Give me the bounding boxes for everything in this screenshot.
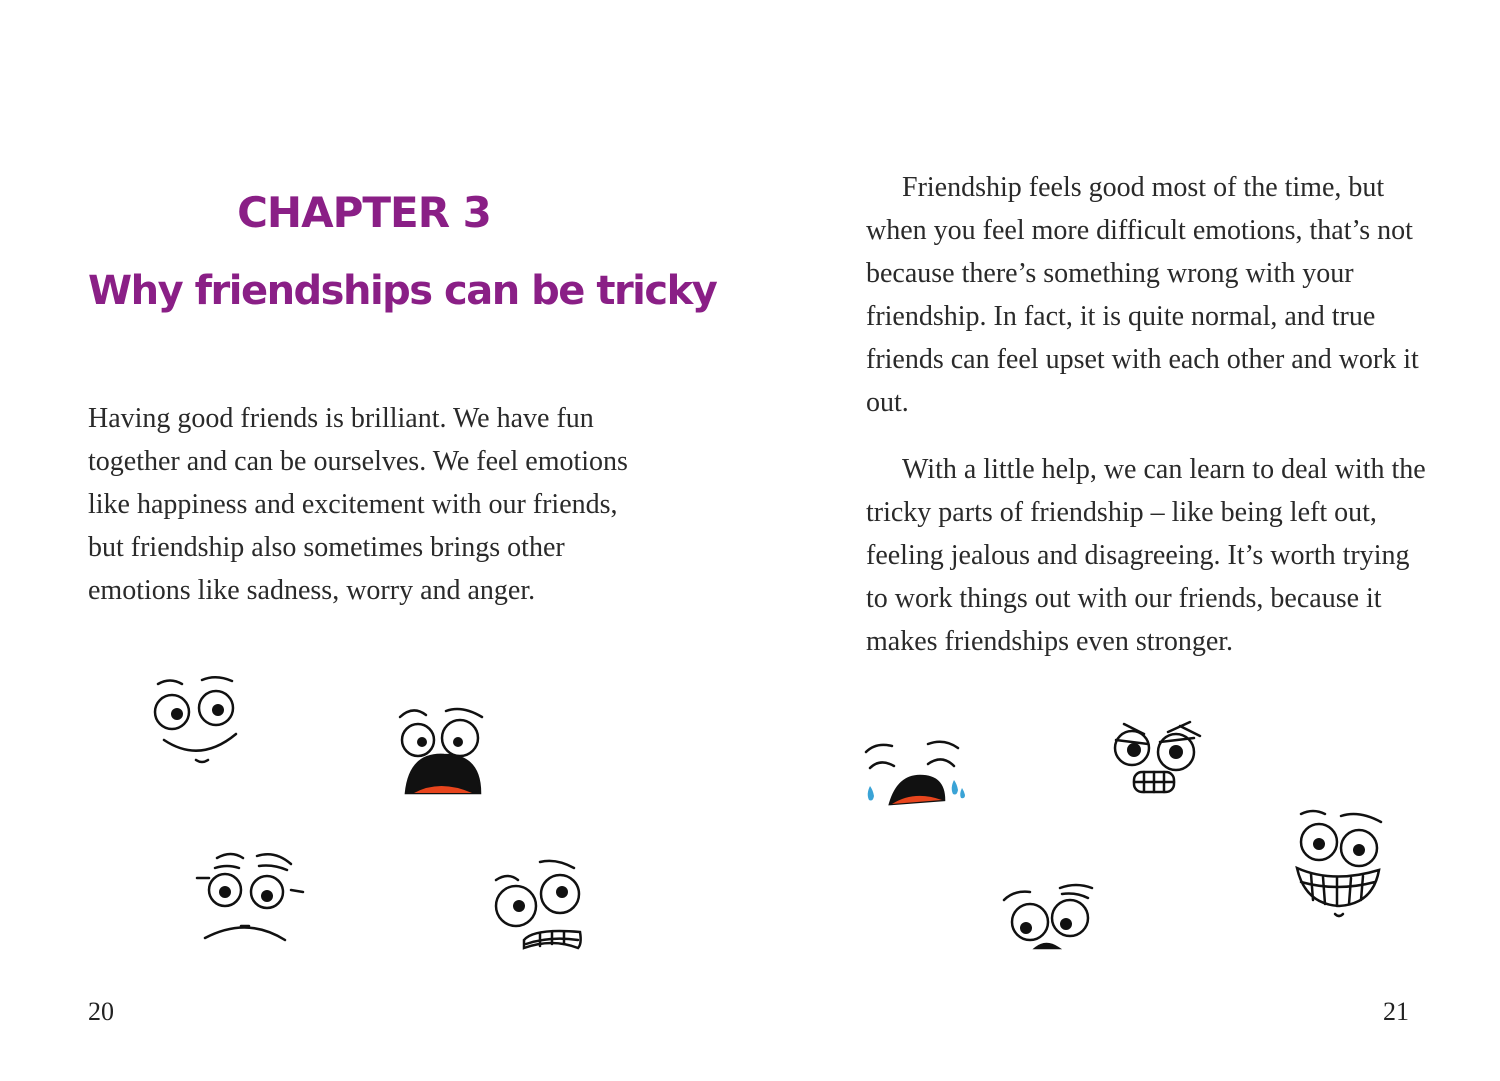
chapter-label: CHAPTER 3 — [237, 188, 491, 237]
nervous-grimace-face-icon — [490, 858, 585, 953]
sad-worried-face-icon — [195, 848, 305, 943]
angry-face-icon — [1110, 718, 1205, 798]
shocked-face-icon — [398, 705, 488, 800]
right-page — [750, 0, 1500, 1081]
intro-paragraph: Having good friends is brilliant. We have fun together and can be ourselves. We feel emotions like happiness and excitement with our friends, but friendship also sometimes brings other emotions like sadness, worry and anger. — [88, 403, 628, 606]
smiling-face-icon — [150, 672, 245, 767]
page-number: 21 — [1383, 997, 1409, 1026]
page-number: 20 — [88, 997, 114, 1026]
downcast-face-icon — [1000, 878, 1100, 953]
body-paragraph: Friendship feels good most of the time, but when you feel more difficult emotions, that’s not because there’s something wrong with your friendship. In fact, it is quite normal, and true friends can feel upset with each other and work it out. — [866, 172, 1419, 418]
crying-face-icon — [862, 738, 972, 813]
body-paragraph: With a little help, we can learn to deal with the tricky parts of friendship – like being left out, feeling jealous and disagreeing. It’s worth trying to work things out with our friends, because it makes friendships even stronger. — [866, 454, 1426, 657]
grinning-face-icon — [1293, 806, 1388, 921]
chapter-title: Why friendships can be tricky — [88, 268, 717, 314]
